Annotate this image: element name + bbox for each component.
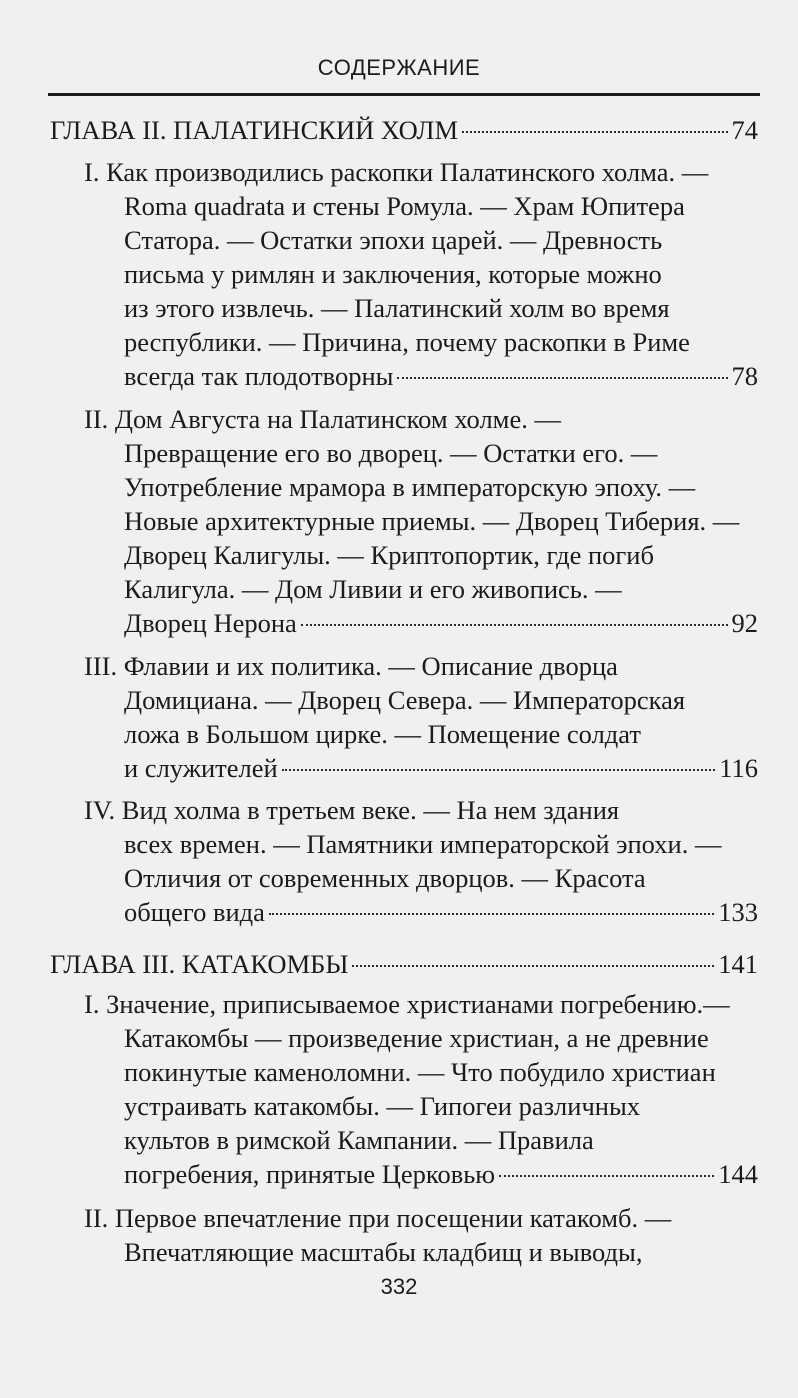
section-line: Домициана. — Дворец Севера. — Императорская [124, 685, 686, 715]
section-line: Отличия от современных дворцов. — Красота [124, 863, 646, 893]
page-ref: 141 [718, 949, 758, 979]
chapter-title: ГЛАВА II. ПАЛАТИНСКИЙ ХОЛМ [50, 115, 459, 145]
section-line: и служителей [124, 753, 278, 783]
section-last-line [124, 751, 758, 785]
dot-leader [352, 965, 714, 967]
page-ref: 92 [731, 608, 758, 638]
dot-leader [462, 131, 727, 133]
page-number: 332 [380, 1274, 418, 1299]
section-line: Употребление мрамора в императорскую эпоху. — [124, 472, 696, 502]
chapter-entry [50, 947, 758, 981]
section-line: Дворец Нерона [124, 608, 297, 638]
chapter-entry [50, 113, 758, 147]
section-line: Калигула. — Дом Ливии и его живопись. — [124, 574, 622, 604]
section-line: Катакомбы — произведение христиан, а не древние [124, 1023, 709, 1053]
section-line: I. Как производились раскопки Палатинского холма. — [84, 157, 709, 187]
dot-leader [397, 377, 727, 379]
section-line: III. Флавии и их политика. — Описание дворца [84, 651, 618, 681]
section-line: II. Дом Августа на Палатинском холме. — [84, 404, 561, 434]
running-header: СОДЕРЖАНИЕ [317, 55, 481, 80]
section-last-line [124, 1157, 758, 1191]
section-line: ложа в Большом цирке. — Помещение солдат [124, 719, 641, 749]
dot-leader [282, 769, 716, 771]
section-last-line [124, 359, 758, 393]
page-ref: 74 [731, 115, 758, 145]
section-line: I. Значение, приписываемое христианами погребению.— [84, 989, 730, 1019]
section-line: погребения, принятые Церковью [124, 1159, 496, 1189]
section-line: Впечатляющие масштабы кладбищ и выводы, [124, 1237, 643, 1267]
chapter-title: ГЛАВА III. КАТАКОМБЫ [50, 949, 349, 979]
section-line: Дворец Калигулы. — Криптопортик, где погиб [124, 540, 654, 570]
section-line: устраивать катакомбы. — Гипогеи различных [124, 1091, 641, 1121]
section-line: IV. Вид холма в третьем веке. — На нем здания [84, 795, 620, 825]
page-ref: 133 [718, 897, 758, 927]
section-last-line [124, 895, 758, 929]
header-rule [48, 93, 760, 96]
section-line: Статора. — Остатки эпохи царей. — Древность [124, 225, 663, 255]
section-line: общего вида [124, 897, 265, 927]
section-line: Roma quadrata и стены Ромула. — Храм Юпитера [124, 191, 685, 221]
page-ref: 78 [731, 361, 758, 391]
section-line: II. Первое впечатление при посещении катакомб. — [84, 1203, 672, 1233]
section-line: всех времен. — Памятники императорской эпохи. — [124, 829, 722, 859]
section-line: культов в римской Кампании. — Правила [124, 1125, 594, 1155]
section-line: Новые архитектурные приемы. — Дворец Тиберия. — [124, 506, 740, 536]
page-ref: 144 [718, 1159, 758, 1189]
section-last-line [124, 606, 758, 640]
section-line: республики. — Причина, почему раскопки в Риме [124, 327, 690, 357]
section-line: из этого извлечь. — Палатинский холм во время [124, 293, 670, 323]
page-ref: 116 [719, 753, 758, 783]
dot-leader [269, 913, 714, 915]
dot-leader [301, 624, 728, 626]
section-line: всегда так плодотворны [124, 361, 394, 391]
dot-leader [499, 1175, 714, 1177]
section-line: покинутые каменоломни. — Что побудило христиан [124, 1057, 716, 1087]
section-line: письма у римлян и заключения, которые можно [124, 259, 662, 289]
section-line: Превращение его во дворец. — Остатки его. — [124, 438, 658, 468]
